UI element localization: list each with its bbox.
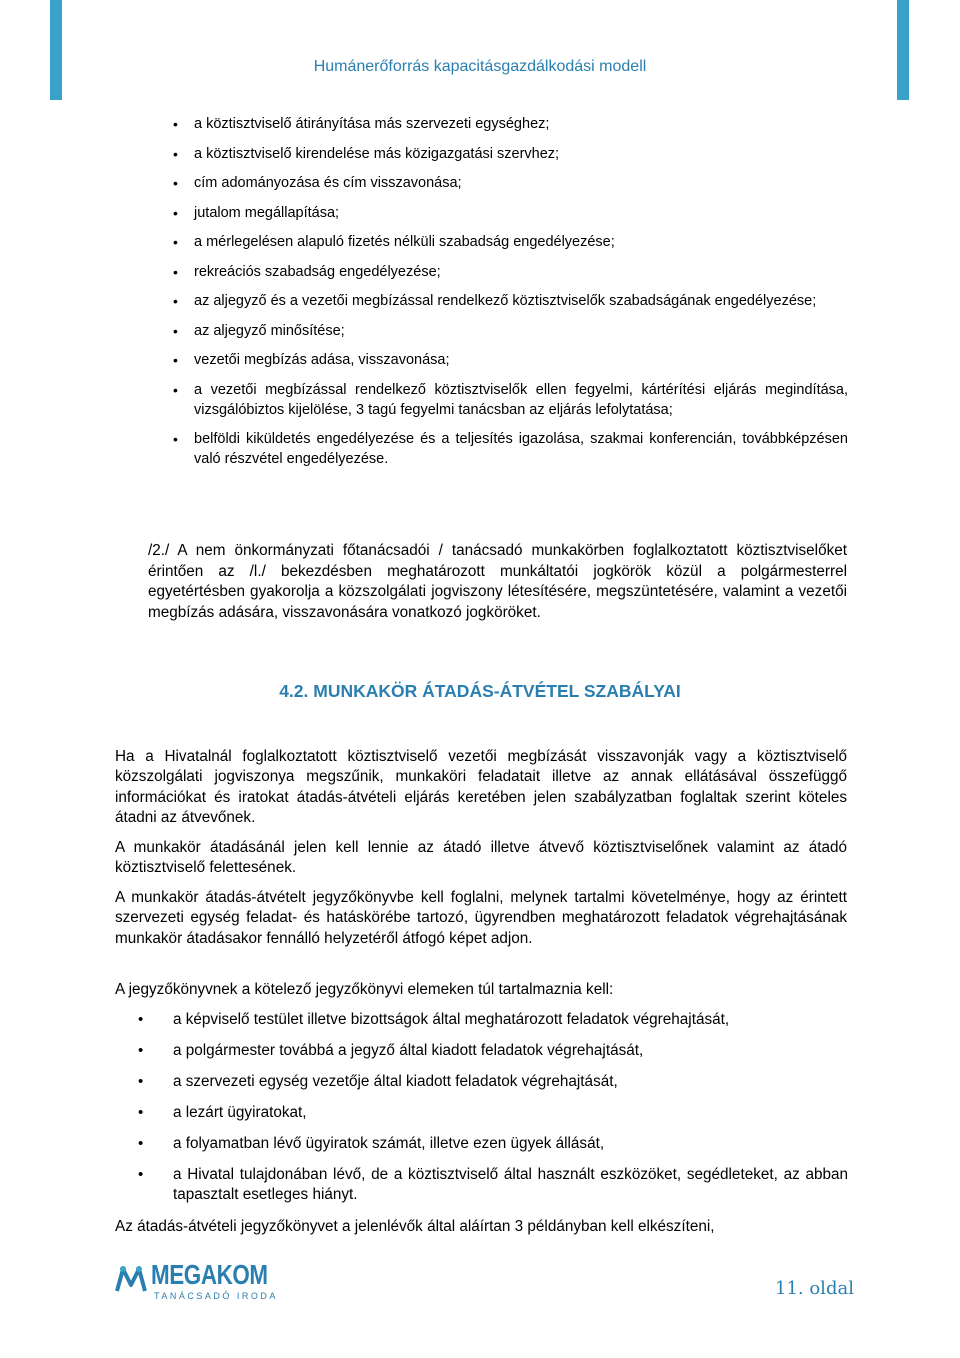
list-item: • a szervezeti egység vezetője által kiadott feladatok végrehajtását,: [138, 1072, 848, 1092]
body-paragraph: A munkakör átadásánál jelen kell lennie az átadó illetve átvevő köztisztviselőnek valamint az átadó köztisztviselő felettesének.: [115, 839, 847, 877]
document-header-title: Humánerőforrás kapacitásgazdálkodási modell: [313, 58, 647, 75]
protocol-contents-list: [138, 1010, 848, 1216]
list-item: • a lezárt ügyiratokat,: [138, 1103, 848, 1123]
list-item: • a köztisztviselő átirányítása más szervezeti egységhez;: [173, 114, 848, 134]
list-item: • a mérlegelésen alapuló fizetés nélküli szabadság engedélyezése;: [173, 232, 848, 252]
paragraph-2: /2./ A nem önkormányzati főtanácsadói / tanácsadó munkakörben foglalkoztatott köztisztviselőket érintően az /l./ bekezdésben meghatározott munkáltatói jogkörök közül a polgármesterrel egyetértésben gyakorolja a közszolgálati jogviszony létesítésére, megszüntetésére, valamint a vezetői megbízás adására, visszavonására vonatkozó jogköröket.: [148, 542, 847, 621]
list-item: • a polgármester továbbá a jegyző által kiadott feladatok végrehajtását,: [138, 1041, 848, 1061]
list-item: • a képviselő testület illetve bizottságok által meghatározott feladatok végrehajtását,: [138, 1010, 848, 1030]
list-item: • rekreációs szabadság engedélyezése;: [173, 262, 848, 282]
logo-name: MEGAKOM: [151, 1259, 268, 1290]
megakom-logo: [113, 1259, 283, 1309]
header-bar-right: [897, 0, 909, 100]
closing-paragraph: Az átadás-átvételi jegyzőkönyvet a jelenlévők által aláírtan 3 példányban kell elkészíteni,: [115, 1218, 715, 1235]
body-paragraph: Ha a Hivatalnál foglalkoztatott köztisztviselő vezetői megbízását visszavonják vagy a köztisztviselő közszolgálati jogviszonya megszűnik, munkaköri feladatait illetve az annak ellátásával összefüggő információkat és iratokat átadás-átvételi eljárás keretében jelen szabályzatban foglaltak szerint köteles átadni az átvevőnek.: [115, 748, 847, 826]
list-item: • a köztisztviselő kirendelése más közigazgatási szervhez;: [173, 144, 848, 164]
page-number: 11. oldal: [775, 1278, 854, 1299]
logo-subtitle: TANÁCSADÓ IRODA: [154, 1291, 278, 1301]
list-item: • a vezetői megbízással rendelkező köztisztviselők ellen fegyelmi, kártérítési eljárás megindítása, vizsgálóbiztos kijelölése, 3 tagú fegyelmi tanácsban az eljárás lefolytatása;: [173, 380, 848, 420]
authority-list: [173, 114, 848, 479]
list-item: • cím adományozása és cím visszavonása;: [173, 173, 848, 193]
logo-mark-icon: [113, 1261, 149, 1301]
section-heading: 4.2. MUNKAKÖR ÁTADÁS-ÁTVÉTEL SZABÁLYAI: [279, 681, 681, 701]
list-item: • vezetői megbízás adása, visszavonása;: [173, 350, 848, 370]
list-item: • az aljegyző minősítése;: [173, 321, 848, 341]
list-item: • a Hivatal tulajdonában lévő, de a köztisztviselő által használt eszközöket, segédleteket, az abban tapasztalt esetleges hiányt.: [138, 1165, 848, 1205]
body-paragraph: A munkakör átadás-átvételt jegyzőkönyvbe kell foglalni, melynek tartalmi követelménye, hogy az érintett szervezeti egység feladat- és hatáskörébe tartozó, ügyrendben meghatározott feladatok végrehajtásának munkakör átadásakor fennálló helyzetéről átfogó képet adjon.: [115, 889, 847, 947]
body-paragraph: A jegyzőkönyvnek a kötelező jegyzőkönyvi elemeken túl tartalmaznia kell:: [115, 981, 614, 998]
list-item: • az aljegyző és a vezetői megbízással rendelkező köztisztviselők szabadságának engedélyezése;: [173, 291, 848, 311]
list-item: • jutalom megállapítása;: [173, 203, 848, 223]
list-item: • belföldi kiküldetés engedélyezése és a teljesítés igazolása, szakmai konferencián, továbbképzésen való részvétel engedélyezése.: [173, 429, 848, 469]
header-bar-left: [50, 0, 62, 100]
list-item: • a folyamatban lévő ügyiratok számát, illetve ezen ügyek állását,: [138, 1134, 848, 1154]
